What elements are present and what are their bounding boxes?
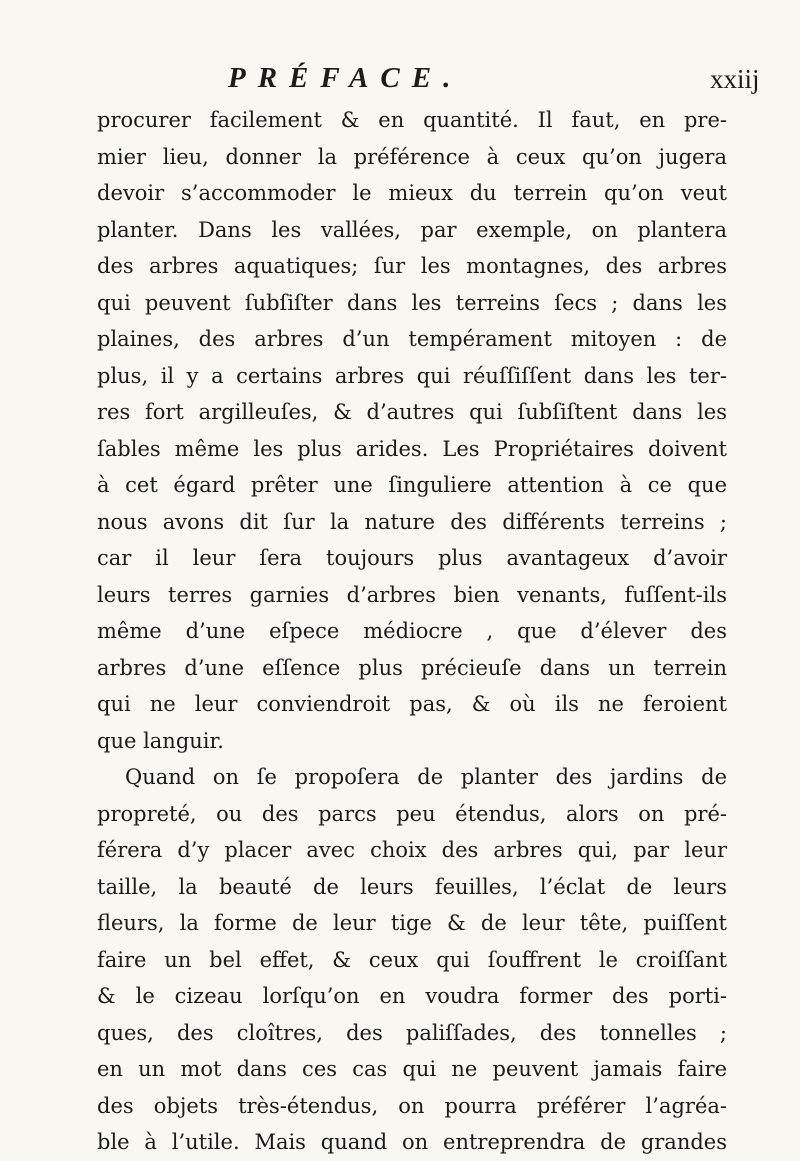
text-line: Quand on ſe propoſera de planter des jardins de [125, 765, 727, 789]
text-line: arbres d’une eſſence plus précieuſe dans un terrein [97, 655, 727, 680]
running-head [0, 62, 800, 102]
text-line: à cet égard prêter une ſinguliere attention à ce que [97, 473, 727, 497]
text-line: taille, la beauté de leurs feuilles, l’éclat de leurs [97, 874, 727, 899]
page-number: xxiij [710, 64, 760, 94]
text-line: ques, des cloîtres, des paliſſades, des tonnelles ; [97, 1020, 727, 1045]
text-line: qui peuvent ſubſiſter dans les terreins ſecs ; dans les [97, 290, 727, 315]
text-line: car il leur ſera toujours plus avantageux d’avoir [97, 546, 727, 570]
text-line: propreté, ou des parcs peu étendus, alors on pré- [97, 801, 727, 826]
text-line: & le cizeau lorſqu’on en voudra former des porti- [97, 984, 727, 1008]
body-text [97, 102, 727, 1161]
text-line: ble à l’utile. Mais quand on entreprendra de grandes [97, 1130, 727, 1154]
text-line: leurs terres garnies d’arbres bien venants, fuſſent-ils [97, 582, 727, 607]
text-line: faire un bel effet, & ceux qui ſouffrent le croiſſant [97, 947, 727, 972]
text-line: des arbres aquatiques; ſur les montagnes, des arbres [97, 254, 727, 278]
text-line: que languir. [97, 728, 224, 753]
text-line: plaines, des arbres d’un tempérament mitoyen : de [97, 327, 727, 351]
text-line: res fort argilleuſes, & d’autres qui ſubſiſtent dans les [97, 400, 727, 424]
text-line: nous avons dit ſur la nature des différents terreins ; [97, 509, 727, 534]
text-line: procurer facilement & en quantité. Il faut, en pre- [97, 108, 727, 132]
text-line: en un mot dans ces cas qui ne peuvent jamais faire [97, 1057, 727, 1081]
text-line: devoir s’accommoder le mieux du terrein qu’on veut [97, 181, 727, 205]
text-line: plus, il y a certains arbres qui réuſſiſſent dans les ter- [97, 363, 727, 388]
text-line: mier lieu, donner la préférence à ceux qu’on jugera [97, 144, 727, 169]
text-line: férera d’y placer avec choix des arbres qui, par leur [97, 838, 727, 862]
text-line: fleurs, la forme de leur tige & de leur tête, puiſſent [97, 911, 727, 935]
text-line: ſables même les plus arides. Les Propriétaires doivent [97, 436, 727, 461]
text-line: des objets très-étendus, on pourra préférer l’agréa- [97, 1093, 727, 1118]
text-line: planter. Dans les vallées, par exemple, on plantera [97, 217, 727, 242]
page-title: PRÉFACE. [228, 62, 463, 94]
text-line: même d’une eſpece médiocre , que d’élever des [97, 619, 727, 643]
text-line: qui ne leur conviendroit pas, & où ils ne feroient [97, 692, 727, 716]
